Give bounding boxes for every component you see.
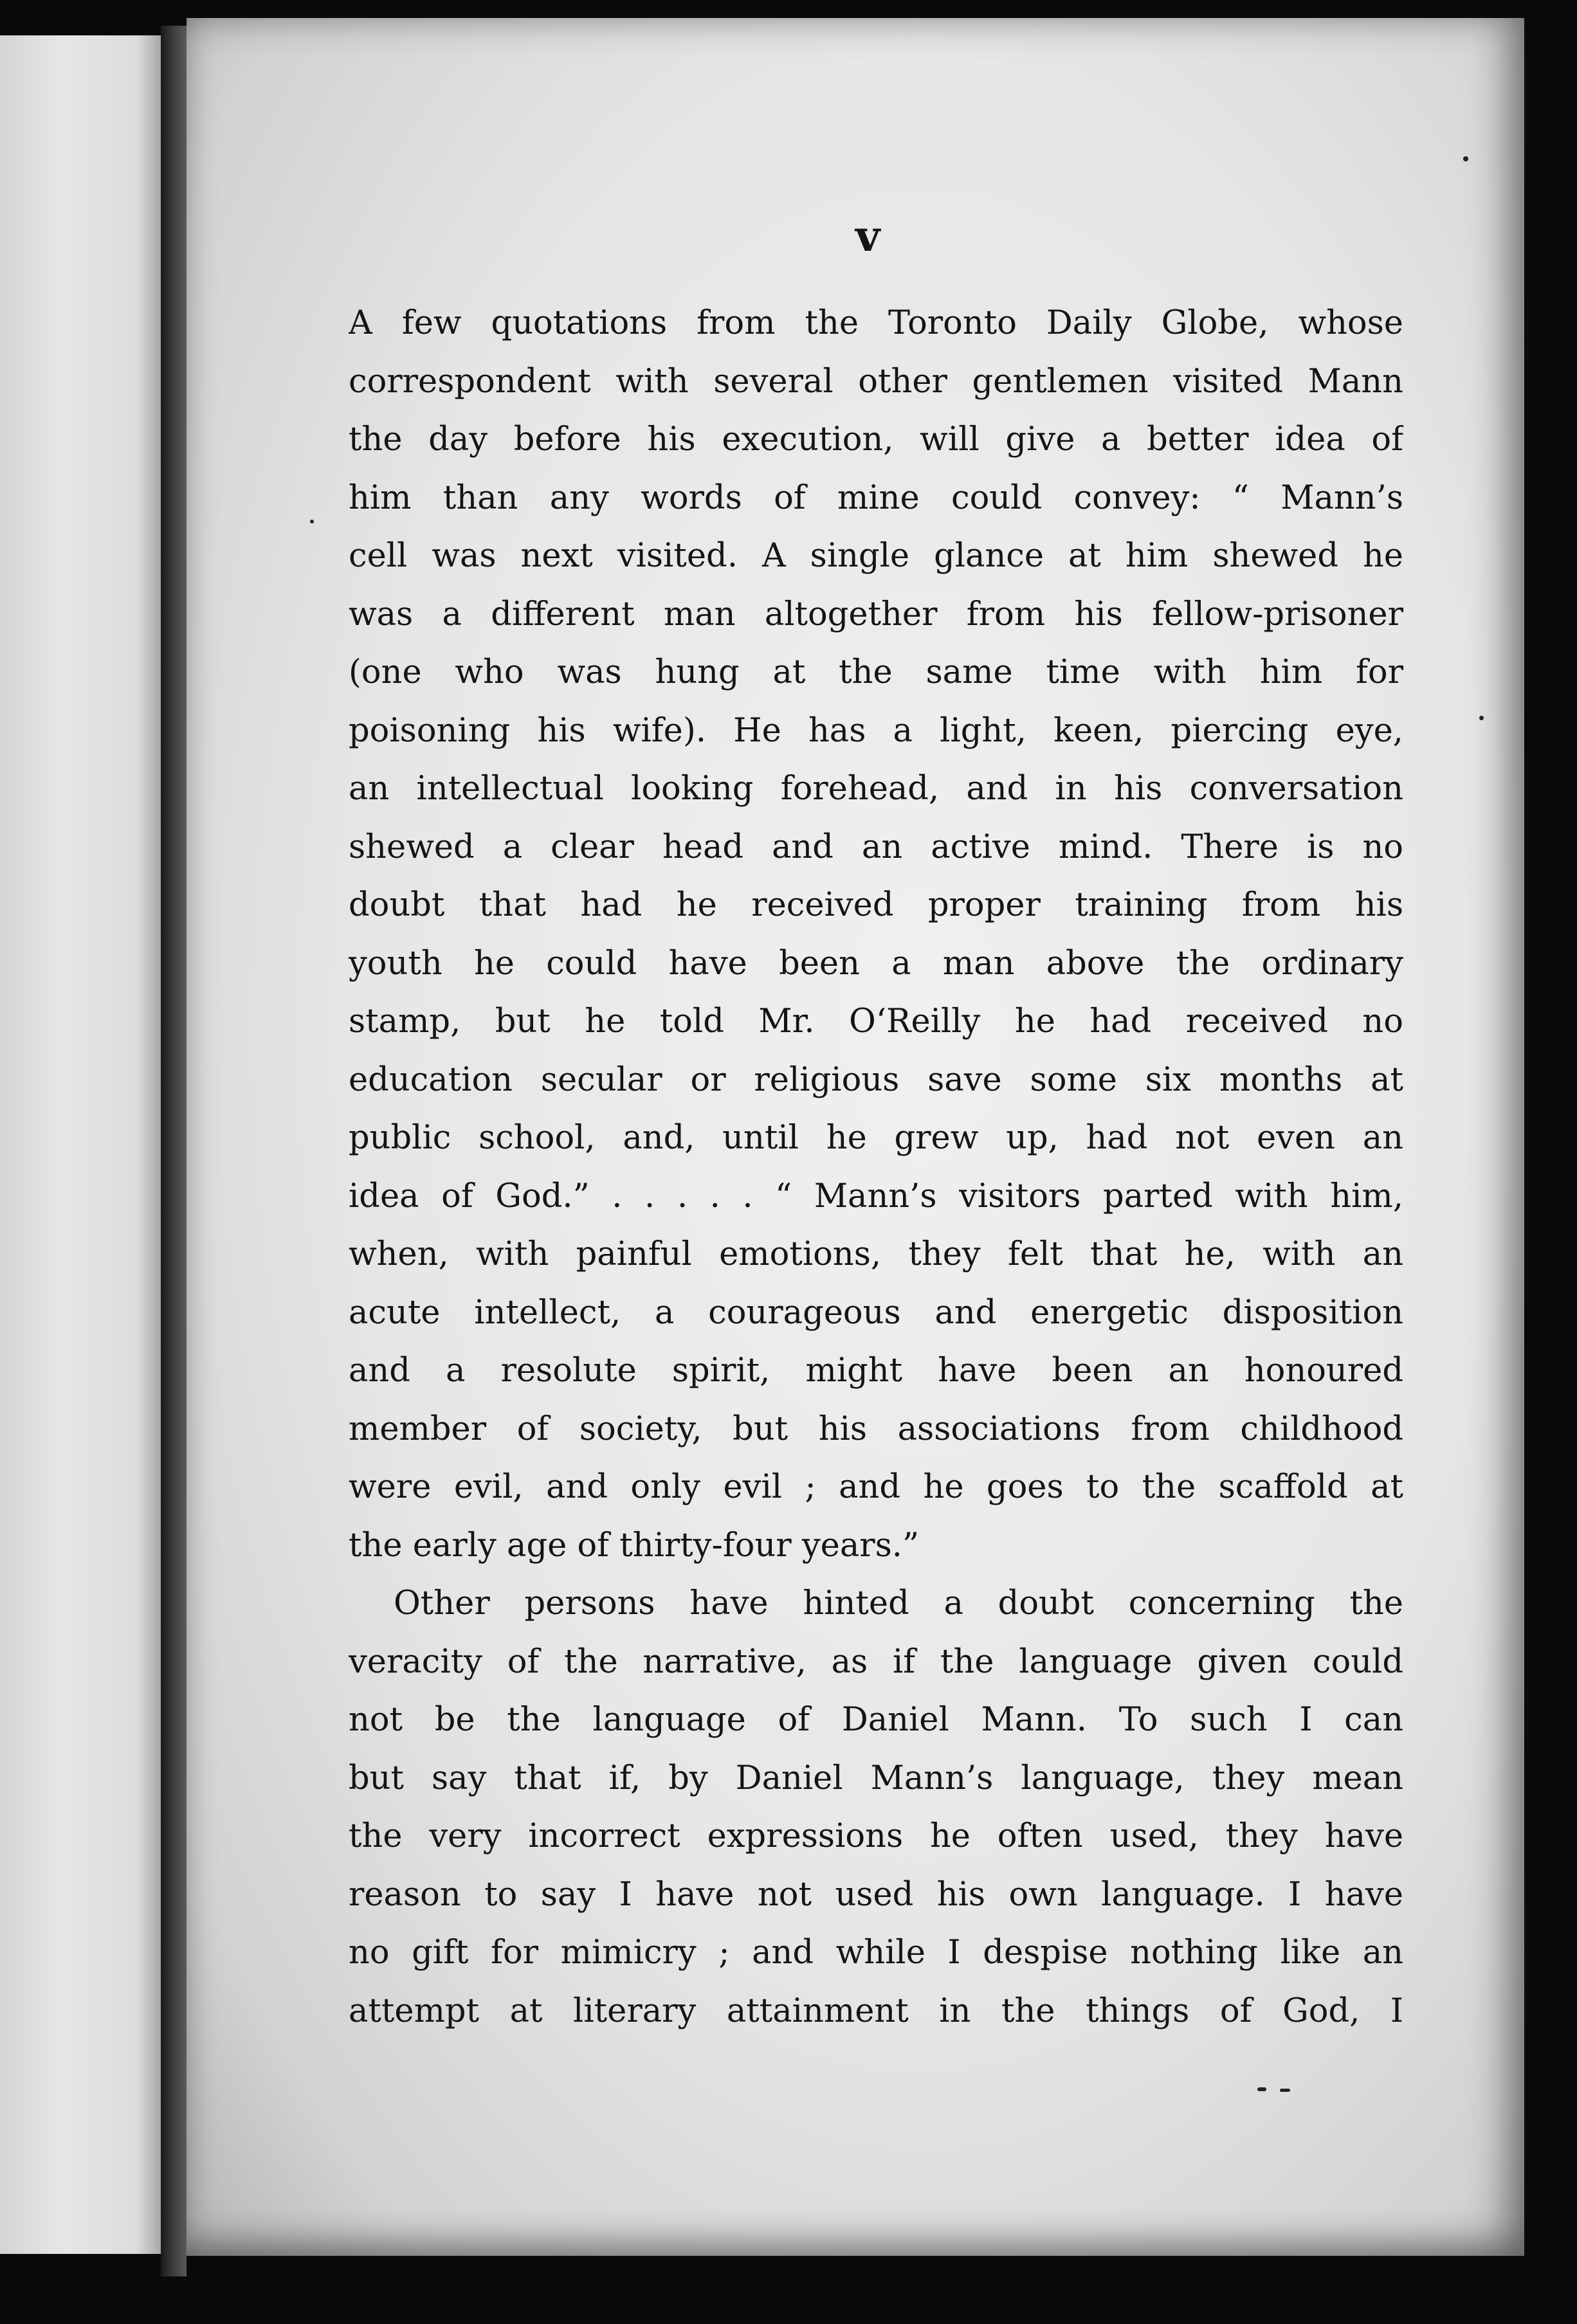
text-line: correspondent with several other gentlemen visited Mann	[349, 362, 1403, 401]
text-line: youth he could have been a man above the ordinary	[349, 944, 1403, 983]
text-line: no gift for mimicry ; and while I despise nothing like an	[349, 1934, 1403, 1972]
text-line: him than any words of mine could convey: “ Mann’s	[349, 478, 1403, 517]
ink-speck	[1479, 716, 1484, 720]
text-line: A few quotations from the Toronto Daily Globe, whose	[349, 304, 1403, 342]
text-line: doubt that had he received proper training from his	[349, 886, 1403, 924]
text-line: when, with painful emotions, they felt that he, with an	[349, 1235, 1403, 1273]
text-line: poisoning his wife). He has a light, keen, piercing eye,	[349, 711, 1403, 750]
text-line: idea of God.” . . . . . “ Mann’s visitors parted with him,	[349, 1177, 1403, 1215]
text-line: education secular or religious save some six months at	[349, 1060, 1403, 1099]
ink-speck	[1463, 156, 1468, 161]
scanned-page	[187, 18, 1524, 2256]
text-line: member of society, but his associations from childhood	[349, 1410, 1403, 1448]
text-line: and a resolute spirit, might have been an honoured	[349, 1352, 1403, 1390]
text-line: was a different man altogether from his fellow-prisoner	[349, 595, 1403, 633]
text-line: veracity of the narrative, as if the language given could	[349, 1642, 1403, 1681]
text-line: Other persons have hinted a doubt concerning the	[394, 1584, 1403, 1622]
text-line: were evil, and only evil ; and he goes to the scaffold at	[349, 1468, 1403, 1506]
ink-speck	[1257, 2087, 1266, 2091]
ink-speck	[1280, 2089, 1290, 2092]
text-line: the day before his execution, will give a better idea of	[349, 421, 1403, 458]
text-line: stamp, but he told Mr. O‘Reilly he had received no	[349, 1003, 1403, 1040]
text-line: the very incorrect expressions he often used, they have	[349, 1817, 1403, 1855]
text-line: reason to say I have not used his own language. I have	[349, 1875, 1403, 1914]
text-line: the early age of thirty-four years.”	[349, 1526, 920, 1565]
text-line: not be the language of Daniel Mann. To such I can	[349, 1701, 1403, 1739]
page-number: v	[855, 211, 880, 261]
text-line: public school, and, until he grew up, had not even an	[349, 1119, 1403, 1157]
left-facing-page	[0, 35, 161, 2254]
text-line: shewed a clear head and an active mind. There is no	[349, 828, 1403, 866]
text-line: but say that if, by Daniel Mann’s language, they mean	[349, 1759, 1403, 1797]
ink-speck	[310, 520, 314, 523]
text-line: attempt at literary attainment in the things of God, I	[349, 1992, 1403, 2030]
book-gutter	[161, 26, 187, 2276]
text-line: an intellectual looking forehead, and in his conversation	[349, 770, 1403, 808]
text-line: (one who was hung at the same time with him for	[349, 653, 1403, 691]
text-line: acute intellect, a courageous and energetic disposition	[349, 1293, 1403, 1332]
body-text	[349, 295, 1403, 2040]
text-line: cell was next visited. A single glance at him shewed he	[349, 537, 1403, 575]
